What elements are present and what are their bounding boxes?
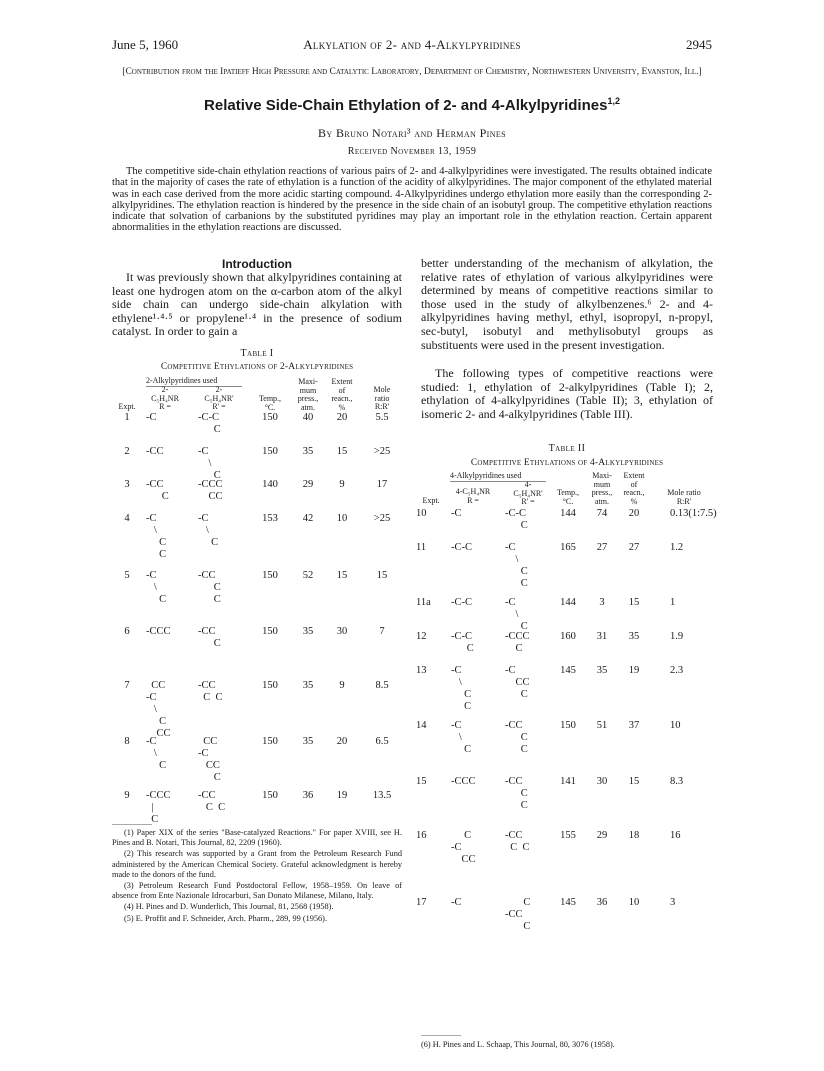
footnote-2: (2) This research was supported by a Grant from the Petroleum Research Fund administered by the American Chemical Society. Grateful acknowledgment is hereby made to the donors of the fund.	[112, 849, 402, 879]
table2-row-5-r: -C \ C C	[451, 665, 472, 712]
table2-row-4-extent: 35	[628, 631, 640, 642]
table1-row-9-press: 36	[302, 790, 314, 801]
table1-row-2-expt: 2	[124, 446, 130, 457]
introduction-paragraph: It was previously shown that alkylpyridines containing at least one hydrogen atom on the α-carbon atom of the alkyl side chain can undergo side-chain alkylation with ethylene¹·⁴·⁵ or propylene¹·⁴ in the presence of sodium catalyst. In order to gain a	[112, 270, 402, 339]
right-column-paragraph-1: better understanding of the mechanism of alkylation, the relative rates of ethylation of various alkylpyridines were determined by means of competitive reactions similar to those used in the study of alkylbenzenes.⁶ 2- and 4-alkylpyridines having methyl, ethyl, isopropyl, n-propyl, sec-butyl, isobutyl and methylisobutyl groups as substituents were used in the present investigation.	[421, 256, 713, 352]
table1-row-8-ratio: 6.5	[375, 736, 389, 747]
table2-row-3-r: -C-C	[451, 597, 472, 608]
table1-header-ratio: Mole ratio R:R'	[373, 385, 391, 411]
table2-row-8-rp: -CC C C	[505, 830, 530, 853]
table2-row-3-press: 3	[599, 597, 605, 608]
contribution-line: [Contribution from the Ipatieff High Pressure and Catalytic Laboratory, Department of Chemistry, Northwestern University, Evanston, Ill.]	[122, 67, 702, 77]
table2-row-6-temp: 150	[560, 720, 576, 731]
table1-row-8-extent: 20	[336, 736, 348, 747]
table1-row-9-expt: 9	[124, 790, 130, 801]
table1-row-6-ratio: 7	[379, 626, 385, 637]
table2-row-2-ratio: 1.2	[670, 542, 684, 553]
table1-row-7-temp: 150	[262, 680, 278, 691]
table2-row-5-extent: 19	[628, 665, 640, 676]
table2-header-ratio: Mole ratio R:R'	[667, 488, 701, 506]
table1-row-8-temp: 150	[262, 736, 278, 747]
table1-row-6-temp: 150	[262, 626, 278, 637]
table2-row-9-rp: C -CC C	[505, 897, 531, 932]
table1-row-5-press: 52	[302, 570, 314, 581]
table2-row-6-rp: -CC C C	[505, 720, 528, 755]
footnote-1: (1) Paper XIX of the series "Base-catalyzed Reactions." For paper XVIII, see H. Pines and B. Notari, This Journal, 82, 2209 (1960).	[112, 828, 402, 848]
right-column-paragraph-2: The following types of competitive reactions were studied: 1, ethylation of 2-alkylpyridines (Table I); 2, ethylation of 4-alkylpyridines (Table II); 3, ethylation of isomeric 2- and 4-alkylpyridines (Table III).	[421, 366, 713, 421]
received-date: Received November 13, 1959	[347, 146, 477, 157]
table2-row-2-extent: 27	[628, 542, 640, 553]
table2-row-8-extent: 18	[628, 830, 640, 841]
table1-row-2-temp: 150	[262, 446, 278, 457]
table1-row-1-extent: 20	[336, 412, 348, 423]
table2-row-3-extent: 15	[628, 597, 640, 608]
table2-row-1-temp: 144	[560, 508, 576, 519]
byline: By Bruno Notari³ and Herman Pines	[317, 126, 507, 140]
table2-row-7-r: -CCC	[451, 776, 476, 787]
table2-header-rp: 4- C₅H₄NR' R' =	[513, 480, 543, 506]
table2-row-8-temp: 155	[560, 830, 576, 841]
table1-row-9-ratio: 13.5	[372, 790, 392, 801]
table2-row-8-r: C -C CC	[451, 830, 476, 865]
table1-row-1-press: 40	[302, 412, 314, 423]
table2-row-8-ratio: 16	[670, 830, 681, 841]
table2-row-1-rp: -C-C C	[505, 508, 528, 531]
table1-row-4-press: 42	[302, 513, 314, 524]
table2-row-4-r: -C-C C	[451, 631, 474, 654]
table1-row-7-ratio: 8.5	[375, 680, 389, 691]
running-head-date: June 5, 1960	[112, 37, 179, 52]
table1-row-7-expt: 7	[124, 680, 130, 691]
table2-row-9-expt: 17	[416, 897, 427, 908]
table2-row-5-ratio: 2.3	[670, 665, 684, 676]
table2-row-7-rp: -CC C C	[505, 776, 528, 811]
table2-row-9-temp: 145	[560, 897, 576, 908]
table1-row-2-extent: 15	[336, 446, 348, 457]
table2-row-9-extent: 10	[628, 897, 640, 908]
table1-row-6-extent: 30	[336, 626, 348, 637]
table2-row-6-expt: 14	[416, 720, 427, 731]
table1-row-1-rp: -C-C C	[198, 412, 221, 435]
table1-caption: Competitive Ethylations of 2-Alkylpyridines	[160, 362, 354, 372]
footnote-4: (4) H. Pines and D. Wunderlich, This Journal, 81, 2568 (1958).	[124, 902, 334, 912]
table2-header-press: Maxi- mum press., atm.	[591, 471, 613, 506]
table2-header-temp: Temp., °C.	[556, 488, 580, 506]
abstract: The competitive side-chain ethylation reactions of various pairs of 2- and 4-alkylpyridines were investigated. The results obtained indicate that in the majority of cases the rate of ethylation is a function of the acidity of alkylpyridines. The major component of the ethylated material was in each case derived from the more acidic starting compound. 4-Alkylpyridines undergo ethylation more easily than the corresponding 2-alkylpyridines. The ethylation reaction is hindered by the presence in the side chain of an isobutyl group. The competitive ethylation reactions indicate that solvation of carbanions by the substituted pyridines may play an important role in the ethylation reaction. Certain apparent abnormalities in the ethylation reactions are discussed.	[112, 166, 712, 234]
table2-row-9-press: 36	[596, 897, 608, 908]
table1-row-2-r: -CC	[146, 446, 164, 457]
table2-row-6-press: 51	[596, 720, 608, 731]
table1-row-8-expt: 8	[124, 736, 130, 747]
table1-header-press: Maxi- mum press., atm.	[297, 377, 319, 412]
table1-row-3-temp: 140	[262, 479, 278, 490]
table2-row-1-extent: 20	[628, 508, 640, 519]
table1-label: Table I	[240, 348, 274, 359]
table1-row-1-expt: 1	[124, 412, 130, 423]
table1-row-6-expt: 6	[124, 626, 130, 637]
table1-row-7-press: 35	[302, 680, 314, 691]
table1-row-3-expt: 3	[124, 479, 130, 490]
table2-row-8-press: 29	[596, 830, 608, 841]
table2-row-9-ratio: 3	[670, 897, 676, 908]
article-title	[0, 96, 824, 114]
table2-row-8-expt: 16	[416, 830, 427, 841]
footnote-6: (6) H. Pines and L. Schaap, This Journal, 80, 3076 (1958).	[421, 1040, 615, 1049]
table1-row-7-extent: 9	[339, 680, 345, 691]
table1-header-expt: Expt.	[118, 402, 136, 411]
table2-row-1-expt: 10	[416, 508, 427, 519]
table1-row-9-extent: 19	[336, 790, 348, 801]
table1-row-4-rp: -C \ C	[198, 513, 219, 548]
footnote-3: (3) Petroleum Research Fund Postdoctoral Fellow, 1958–1959. On leave of absence from Ente Nazionale Idrocarburi, San Donato Milanese, Milano, Italy.	[112, 881, 402, 901]
table1-row-7-rp: -CC C C	[198, 680, 223, 703]
table1-row-4-temp: 153	[262, 513, 278, 524]
table2-row-7-temp: 141	[560, 776, 576, 787]
table2-row-2-rp: -C \ C C	[505, 542, 528, 589]
table1-row-8-r: -C \ C	[146, 736, 167, 771]
table2-header-expt: Expt.	[422, 496, 440, 505]
table1-row-5-extent: 15	[336, 570, 348, 581]
table2-row-7-expt: 15	[416, 776, 427, 787]
table1-row-3-r: -CC C	[146, 479, 169, 502]
table2-row-5-press: 35	[596, 665, 608, 676]
page-number: 2945	[686, 37, 712, 52]
table2-row-7-press: 30	[596, 776, 608, 787]
table2-row-2-press: 27	[596, 542, 608, 553]
table2-row-2-expt: 11	[416, 542, 427, 553]
introduction-heading: Introduction	[222, 257, 292, 271]
table1-group-header: 2-Alkylpyridines used	[146, 376, 218, 385]
running-head-title: Alkylation of 2- and 4-Alkylpyridines	[303, 37, 521, 52]
footnote-5: (5) E. Proffit and F. Schneider, Arch. Pharm., 289, 99 (1956).	[124, 913, 328, 923]
table1-header-r: 2- C₅H₄NR R =	[151, 385, 179, 411]
table1-row-2-rp: -C \ C	[198, 446, 221, 481]
table2-label: Table II	[548, 443, 586, 454]
table2-header-r: 4-C₅H₄NR R =	[455, 487, 491, 505]
table2-row-5-temp: 145	[560, 665, 576, 676]
table1-row-4-ratio: >25	[373, 513, 391, 524]
table1-row-3-rp: -CCC CC	[198, 479, 223, 502]
table1-row-4-extent: 10	[336, 513, 348, 524]
footnotes-left	[112, 828, 402, 925]
table1-row-8-rp: CC -C CC C	[198, 736, 221, 783]
table1-row-5-rp: -CC C C	[198, 570, 221, 605]
table1-row-6-r: -CCC	[146, 626, 171, 637]
table2-row-6-ratio: 10	[670, 720, 681, 731]
table1-row-5-r: -C \ C	[146, 570, 167, 605]
table2-row-3-ratio: 1	[670, 597, 676, 608]
table2-row-3-expt: 11a	[416, 597, 431, 608]
table2-row-1-press: 74	[596, 508, 608, 519]
table1-header-temp: Temp., °C.	[258, 394, 282, 412]
article-title-text: Relative Side-Chain Ethylation of 2- and 4-Alkylpyridines	[204, 97, 608, 114]
table1-row-7-r: CC -C \ C CC	[146, 680, 171, 739]
table1-row-9-temp: 150	[262, 790, 278, 801]
table1-row-1-ratio: 5.5	[375, 412, 389, 423]
table2-row-2-r: -C-C	[451, 542, 472, 553]
table1-row-3-extent: 9	[339, 479, 345, 490]
table1-row-5-ratio: 15	[376, 570, 388, 581]
table1-row-9-rp: -CC C C	[198, 790, 226, 813]
table2-row-3-rp: -C \ C	[505, 597, 528, 632]
table2-row-5-rp: -C CC C	[505, 665, 530, 700]
table2-row-5-expt: 13	[416, 665, 427, 676]
table1-row-4-expt: 4	[124, 513, 130, 524]
table1-row-1-temp: 150	[262, 412, 278, 423]
table1-row-6-press: 35	[302, 626, 314, 637]
table1-row-3-ratio: 17	[376, 479, 388, 490]
table2-row-9-r: -C	[451, 897, 462, 908]
table2-caption: Competitive Ethylations of 4-Alkylpyridines	[470, 458, 664, 468]
table1-row-3-press: 29	[302, 479, 314, 490]
table1-row-1-r: -C	[146, 412, 157, 423]
table1-row-4-r: -C \ C C	[146, 513, 167, 560]
table2-row-4-rp: -CCC C	[505, 631, 530, 654]
table2-group-header: 4-Alkylpyridines used	[450, 471, 522, 480]
table2-row-3-temp: 144	[560, 597, 576, 608]
table1-header-extent: Extent of reacn., %	[331, 377, 353, 412]
table2-row-6-r: -C \ C	[451, 720, 472, 755]
footnote-rule-left	[112, 824, 152, 825]
table1-row-8-press: 35	[302, 736, 314, 747]
table2-row-4-ratio: 1.9	[670, 631, 684, 642]
footnote-rule-right	[421, 1035, 461, 1036]
table1-row-2-ratio: >25	[373, 446, 391, 457]
table2-row-1-r: -C	[451, 508, 462, 519]
table1-row-5-expt: 5	[124, 570, 130, 581]
title-footnote-marks: 1,2	[607, 96, 620, 106]
table1-row-9-r: -CCC | C	[146, 790, 171, 825]
table1-row-6-rp: -CC C	[198, 626, 221, 649]
table2-row-1-ratio: 0.13(1:7.5)	[670, 508, 717, 519]
table2-row-2-temp: 165	[560, 542, 576, 553]
table2-row-7-ratio: 8.3	[670, 776, 684, 787]
table2-row-4-press: 31	[596, 631, 608, 642]
table1-row-5-temp: 150	[262, 570, 278, 581]
table2-row-4-temp: 160	[560, 631, 576, 642]
table1-row-2-press: 35	[302, 446, 314, 457]
table2-header-extent: Extent of reacn., %	[623, 471, 645, 506]
table2-row-4-expt: 12	[416, 631, 427, 642]
table2-row-7-extent: 15	[628, 776, 640, 787]
table1-header-rp: 2- C₅H₄NR' R' =	[204, 385, 234, 411]
table2-row-6-extent: 37	[628, 720, 640, 731]
